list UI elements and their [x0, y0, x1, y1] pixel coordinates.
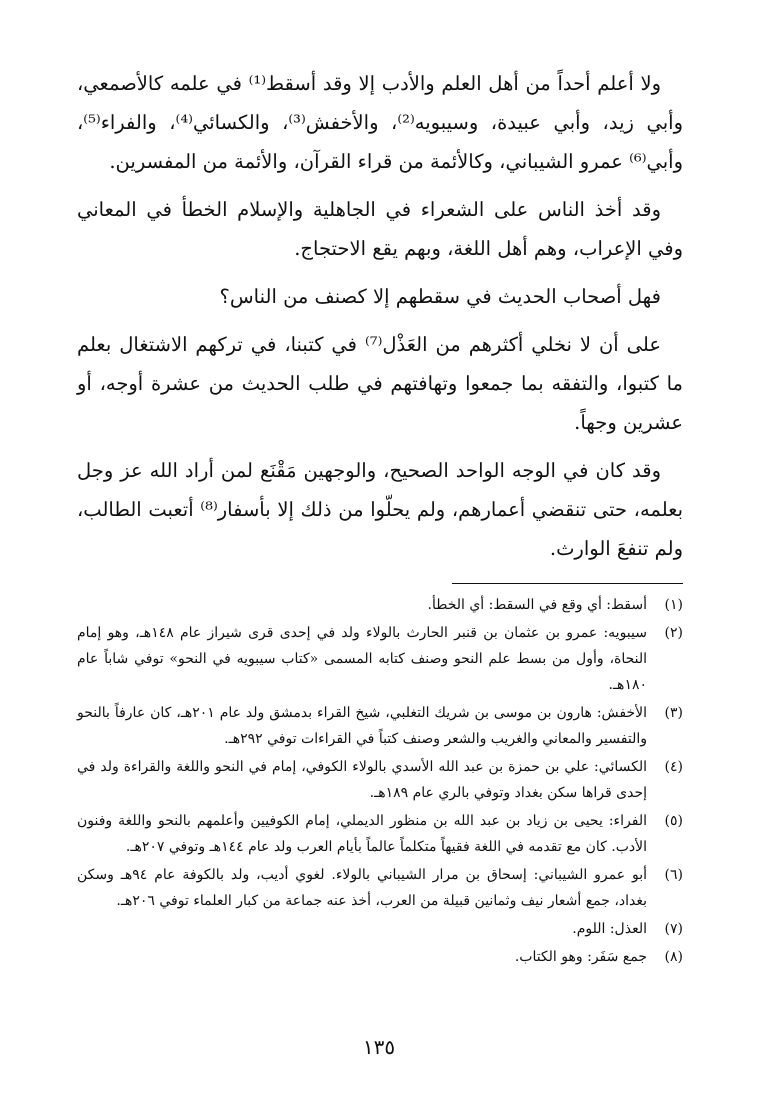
footnote-text: سيبويه: عمرو بن عثمان بن قنبر الحارث بالولاء ولد في إحدى قرى شيراز عام ١٤٨هـ، وهو إمام النحاة، وأول من بسط علم النحو وصنف كتابه المسمى «كتاب سيبويه في النحو» توفي شاباً عام ١٨٠هـ. — [77, 625, 647, 693]
footnote — [77, 592, 683, 618]
footnote-text: الأخفش: هارون بن موسى بن شريك التغلبي، شيخ القراء بدمشق ولد عام ٢٠١هـ، كان عارفاً بالنحو والتفسير والمعاني والغريب والشعر وصنف كتباً في القراءات توفي ٢٩٢هـ. — [77, 705, 647, 747]
paragraph: على أن لا نخلي أكثرهم من العَذْل⁽⁷⁾ في كتبنا، في تركهم الاشتغال بعلم ما كتبوا، والتفقه بما جمعوا وتهافتهم في طلب الحديث من عشرة أوجه، أو عشرين وجهاً. — [77, 333, 683, 434]
footnote-divider — [452, 583, 683, 584]
footnote — [77, 754, 683, 806]
page-number: ١٣٥ — [362, 1035, 396, 1059]
footnote-text: أسقط: أي وقع في السقط: أي الخطأ. — [427, 597, 647, 613]
footnote-number: (٢) — [664, 625, 683, 641]
main-text — [77, 64, 683, 568]
footnote — [77, 862, 683, 914]
footnote — [77, 700, 683, 752]
footnote-number: (٦) — [664, 867, 683, 883]
footnotes — [77, 592, 683, 972]
footnote-text: الكسائي: علي بن حمزة بن عبد الله الأسدي بالولاء الكوفي، إمام في النحو واللغة والقراءة ولد في إحدى قراها سكن بغداد وتوفي بالري عام ١٨٩هـ. — [77, 759, 647, 801]
footnote-number: (٧) — [664, 921, 683, 937]
footnote-number: (١) — [664, 597, 683, 613]
footnote-text: جمع سَفَر: وهو الكتاب. — [514, 949, 647, 965]
footnote — [77, 620, 683, 698]
footnote — [77, 808, 683, 860]
footnote-text: الفراء: يحيى بن زياد بن عبد الله بن منظور الديملي، إمام الكوفيين وأعلمهم بالنحو واللغة وفنون الأدب. كان مع تقدمه في اللغة فقيهاً متكلماً عالماً بأيام العرب ولد عام ١٤٤هـ وتوفي ٢٠٧هـ. — [77, 813, 647, 855]
paragraph: فهل أصحاب الحديث في سقطهم إلا كصنف من الناس؟ — [219, 285, 661, 308]
paragraph: وقد أخذ الناس على الشعراء في الجاهلية والإسلام الخطأ في المعاني وفي الإعراب، وهم أهل اللغة، وبهم يقع الاحتجاج. — [77, 198, 683, 260]
footnote-text: أبو عمرو الشيباني: إسحاق بن مرار الشيباني بالولاء. لغوي أديب، ولد بالكوفة عام ٩٤هـ وسكن بغداد، جمع أشعار نيف وثمانين قبيلة من العرب، أخذ عنه جماعة من كبار العلماء توفي ٢٠٦هـ. — [77, 867, 647, 909]
paragraph: وقد كان في الوجه الواحد الصحيح، والوجهين مَقْنَع لمن أراد الله عز وجل بعلمه، حتى تنقضي أعمارهم، ولم يحلّوا من ذلك إلا بأسفار⁽⁸⁾ أتعبت الطالب، ولم تنفعَ الوارث. — [77, 459, 683, 560]
footnote — [77, 916, 683, 942]
footnote-number: (٨) — [664, 949, 683, 965]
footnote-number: (٥) — [664, 813, 683, 829]
footnote-text: العذل: اللوم. — [572, 921, 647, 937]
footnote-number: (٣) — [664, 705, 683, 721]
paragraph: ولا أعلم أحداً من أهل العلم والأدب إلا وقد أسقط⁽¹⁾ في علمه كالأصمعي، وأبي زيد، وأبي عبيدة، وسيبويه⁽²⁾، والأخفش⁽³⁾، والكسائي⁽⁴⁾، والفراء⁽⁵⁾، وأبي⁽⁶⁾ عمرو الشيباني، وكالأئمة من قراء القرآن، والأئمة من المفسرين. — [77, 72, 683, 173]
footnote — [77, 944, 683, 970]
footnote-number: (٤) — [664, 759, 683, 775]
